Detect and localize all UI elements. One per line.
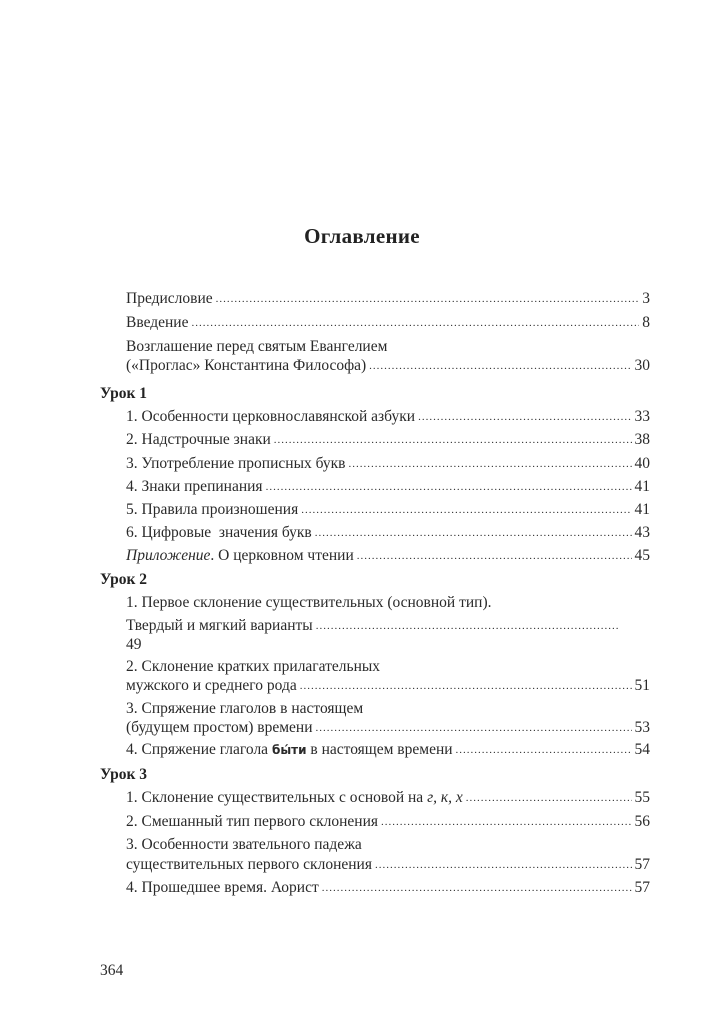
toc-entry (126, 430, 650, 450)
toc-entry (126, 812, 650, 832)
entry-label: (будущем простом) времени (126, 719, 313, 736)
toc-entry-line1 (126, 337, 650, 357)
entry-page: 53 (634, 719, 650, 736)
dot-leader (191, 313, 639, 333)
entry-label: 4. Спряжение глагола (126, 741, 272, 758)
entry-label: . О церковном чтении (210, 547, 354, 564)
page-number: 364 (100, 962, 124, 979)
entry-label-italic: г, к, х (427, 789, 463, 806)
dot-leader (456, 740, 632, 760)
entry-label: Возглашение перед святым Евангелием (126, 338, 388, 355)
dot-leader (375, 855, 632, 875)
entry-page: 30 (634, 357, 650, 374)
entry-label: 3. Спряжение глаголов в настоящем (126, 700, 364, 717)
page-title: Оглавление (304, 224, 420, 248)
entry-label: в настоящем времени (306, 741, 453, 758)
entry-label: 3. Употребление прописных букв (126, 455, 346, 472)
dot-leader (381, 812, 631, 832)
entry-page: 40 (634, 455, 650, 472)
entry-label: мужского и среднего рода (126, 677, 297, 694)
section-heading: Урок 1 (100, 385, 148, 402)
dot-leader (216, 289, 640, 309)
entry-label-italic: Приложение (126, 547, 211, 564)
entry-label: 1. Особенности церковнославянской азбуки (126, 408, 416, 425)
entry-label: 1. Первое склонение существительных (основной тип). (126, 594, 492, 611)
entry-page: 56 (634, 813, 650, 830)
entry-page: 49 (126, 636, 142, 653)
toc-entry (126, 676, 650, 696)
entry-page: 8 (642, 314, 650, 331)
toc-entry (126, 718, 650, 738)
toc-entry (126, 500, 650, 520)
dot-leader (316, 616, 619, 636)
entry-label: 4. Знаки препинания (126, 478, 263, 495)
entry-label: Введение (126, 314, 189, 331)
toc-entry-line1 (126, 699, 650, 719)
toc-entry (126, 454, 650, 474)
entry-label: существительных первого склонения (126, 856, 372, 873)
dot-leader (301, 500, 631, 520)
section-heading: Урок 3 (100, 766, 148, 783)
entry-page: 45 (634, 547, 650, 564)
toc-entry (126, 740, 650, 760)
toc-entry (126, 289, 650, 309)
church-slavonic-word: бы́ти (271, 743, 307, 757)
toc-entry-line1 (126, 657, 650, 677)
entry-page: 33 (634, 408, 650, 425)
entry-page: 54 (634, 741, 650, 758)
entry-label: 6. Цифровые значения букв (126, 524, 312, 541)
dot-leader (357, 546, 632, 566)
entry-page: 41 (634, 501, 650, 518)
entry-page: 43 (634, 524, 650, 541)
toc-entry (126, 356, 650, 376)
entry-label: 5. Правила произношения (126, 501, 299, 518)
entry-page: 57 (634, 879, 650, 896)
dot-leader (369, 356, 631, 376)
toc-entry-line1 (126, 835, 650, 855)
entry-page: 38 (634, 431, 650, 448)
entry-label: Предисловие (126, 290, 213, 307)
toc-entry (126, 878, 650, 898)
entry-page: 41 (634, 478, 650, 495)
dot-leader (316, 718, 632, 738)
dot-leader (315, 523, 632, 543)
toc-entry-page-line (126, 635, 650, 655)
dot-leader (418, 407, 631, 427)
toc-entry-line1 (126, 593, 650, 613)
entry-page: 57 (634, 856, 650, 873)
dot-leader (300, 676, 632, 696)
entry-page: 3 (642, 290, 650, 307)
dot-leader (322, 878, 632, 898)
dot-leader (466, 788, 632, 808)
entry-label: («Проглас» Константина Философа) (126, 357, 367, 374)
toc-entry (126, 788, 650, 808)
dot-leader (266, 477, 632, 497)
section-heading: Урок 2 (100, 571, 148, 588)
entry-page: 55 (634, 789, 650, 806)
dot-leader (349, 454, 632, 474)
entry-label: 2. Надстрочные знаки (126, 431, 271, 448)
toc-entry (126, 523, 650, 543)
entry-label: 2. Склонение кратких прилагательных (126, 658, 381, 675)
entry-label: 3. Особенности звательного падежа (126, 836, 362, 853)
entry-label: 2. Смешанный тип первого склонения (126, 813, 379, 830)
toc-entry (126, 616, 622, 636)
entry-label: 4. Прошедшее время. Аорист (126, 879, 319, 896)
toc-entry (126, 855, 650, 875)
toc-entry (126, 407, 650, 427)
toc-entry (126, 546, 650, 566)
dot-leader (274, 430, 632, 450)
toc-entry (126, 313, 650, 333)
toc-entry (126, 477, 650, 497)
entry-label: 1. Склонение существительных с основой на (126, 789, 428, 806)
entry-page: 51 (634, 677, 650, 694)
entry-label: Твердый и мягкий варианты (126, 617, 313, 634)
